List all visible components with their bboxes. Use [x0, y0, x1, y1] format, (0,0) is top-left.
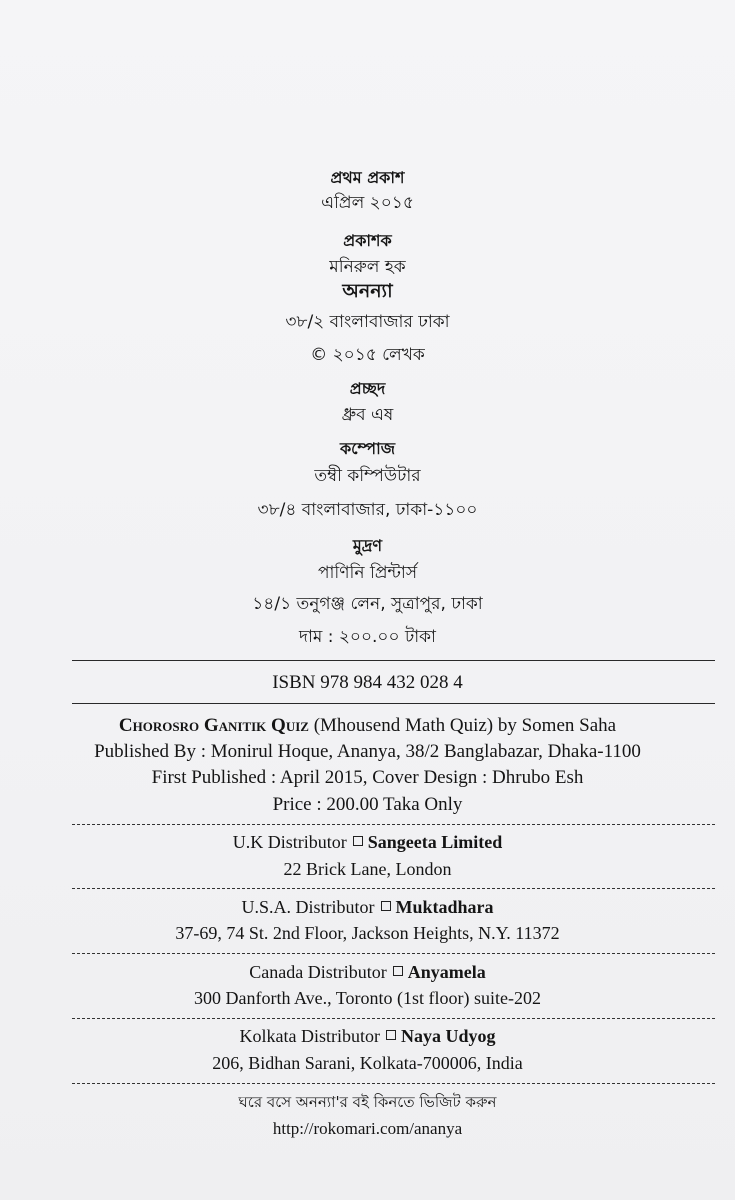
square-bullet-icon: [353, 836, 363, 846]
square-bullet-icon: [381, 901, 391, 911]
book-title: Chorosro Ganitik Quiz: [118, 715, 309, 736]
divider: [72, 703, 715, 704]
square-bullet-icon: [386, 1030, 396, 1040]
published-by: Published By : Monirul Hoque, Ananya, 38/2 Banglabazar, Dhaka-1100: [94, 741, 641, 762]
first-published: First Published : April 2015, Cover Design : Dhrubo Esh: [151, 767, 584, 788]
distributor-name: Naya Udyog: [400, 1026, 496, 1046]
price-bengali: দাম : ২০০.০০ টাকা: [299, 627, 436, 647]
compose-name: তম্বী কম্পিউটার: [314, 466, 421, 486]
distributor-name: Sangeeta Limited: [367, 832, 503, 852]
compose-address: ৩৮/৪ বাংলাবাজার, ঢাকা-১১০০: [257, 500, 478, 520]
distributor-address: 37-69, 74 St. 2nd Floor, Jackson Heights, N.Y. 11372: [175, 923, 560, 943]
copyright-notice: © ২০১৫ লেখক: [310, 345, 425, 365]
first-edition-date: এপ্রিল ২০১৫: [321, 193, 414, 213]
distributor-address: 206, Bidhan Sarani, Kolkata-700006, India: [212, 1053, 523, 1073]
publication-house: অনন্যা: [342, 280, 393, 302]
distributor-label: U.K Distributor: [232, 832, 347, 852]
distributor-label: Kolkata Distributor: [239, 1026, 380, 1046]
printer-name: পাণিনি প্রিন্টার্স: [317, 563, 418, 583]
distributor-canada: [0, 963, 735, 981]
distributor-label: U.S.A. Distributor: [241, 897, 375, 917]
distributor-address: 22 Brick Lane, London: [283, 859, 452, 879]
book-subtitle-author: (Mhousend Math Quiz) by Somen Saha: [308, 715, 617, 736]
publisher-name: মনিরুল হক: [329, 257, 406, 277]
print-label: মুদ্রণ: [352, 536, 383, 555]
price-english: Price : 200.00 Taka Only: [272, 794, 463, 815]
compose-label: কম্পোজ: [339, 439, 396, 458]
printer-address: ১৪/১ তনুগঞ্জ লেন, সুত্রাপুর, ঢাকা: [252, 594, 483, 614]
online-url[interactable]: http://rokomari.com/ananya: [272, 1119, 463, 1138]
isbn: ISBN 978 984 432 028 4: [272, 672, 463, 693]
distributor-usa: [0, 898, 735, 916]
square-bullet-icon: [393, 966, 403, 976]
cover-artist: ধ্রুব এষ: [341, 405, 394, 425]
dashed-divider: [72, 824, 715, 825]
online-order-text: ঘরে বসে অনন্যা'র বই কিনতে ভিজিট করুন: [238, 1093, 497, 1111]
divider: [72, 660, 715, 661]
dashed-divider: [72, 1083, 715, 1084]
publisher-label: প্রকাশক: [343, 231, 392, 250]
distributor-address: 300 Danforth Ave., Toronto (1st floor) suite-202: [193, 988, 542, 1008]
dashed-divider: [72, 888, 715, 889]
dashed-divider: [72, 953, 715, 954]
distributor-name: Anyamela: [407, 962, 486, 982]
english-title-line: [0, 716, 735, 735]
distributor-kolkata: [0, 1027, 735, 1045]
cover-label: প্রচ্ছদ: [349, 379, 386, 398]
dashed-divider: [72, 1018, 715, 1019]
publisher-address: ৩৮/২ বাংলাবাজার ঢাকা: [285, 312, 450, 332]
distributor-name: Muktadhara: [395, 897, 494, 917]
first-edition-label: প্রথম প্রকাশ: [330, 168, 405, 187]
distributor-uk: [0, 833, 735, 851]
distributor-label: Canada Distributor: [249, 962, 387, 982]
